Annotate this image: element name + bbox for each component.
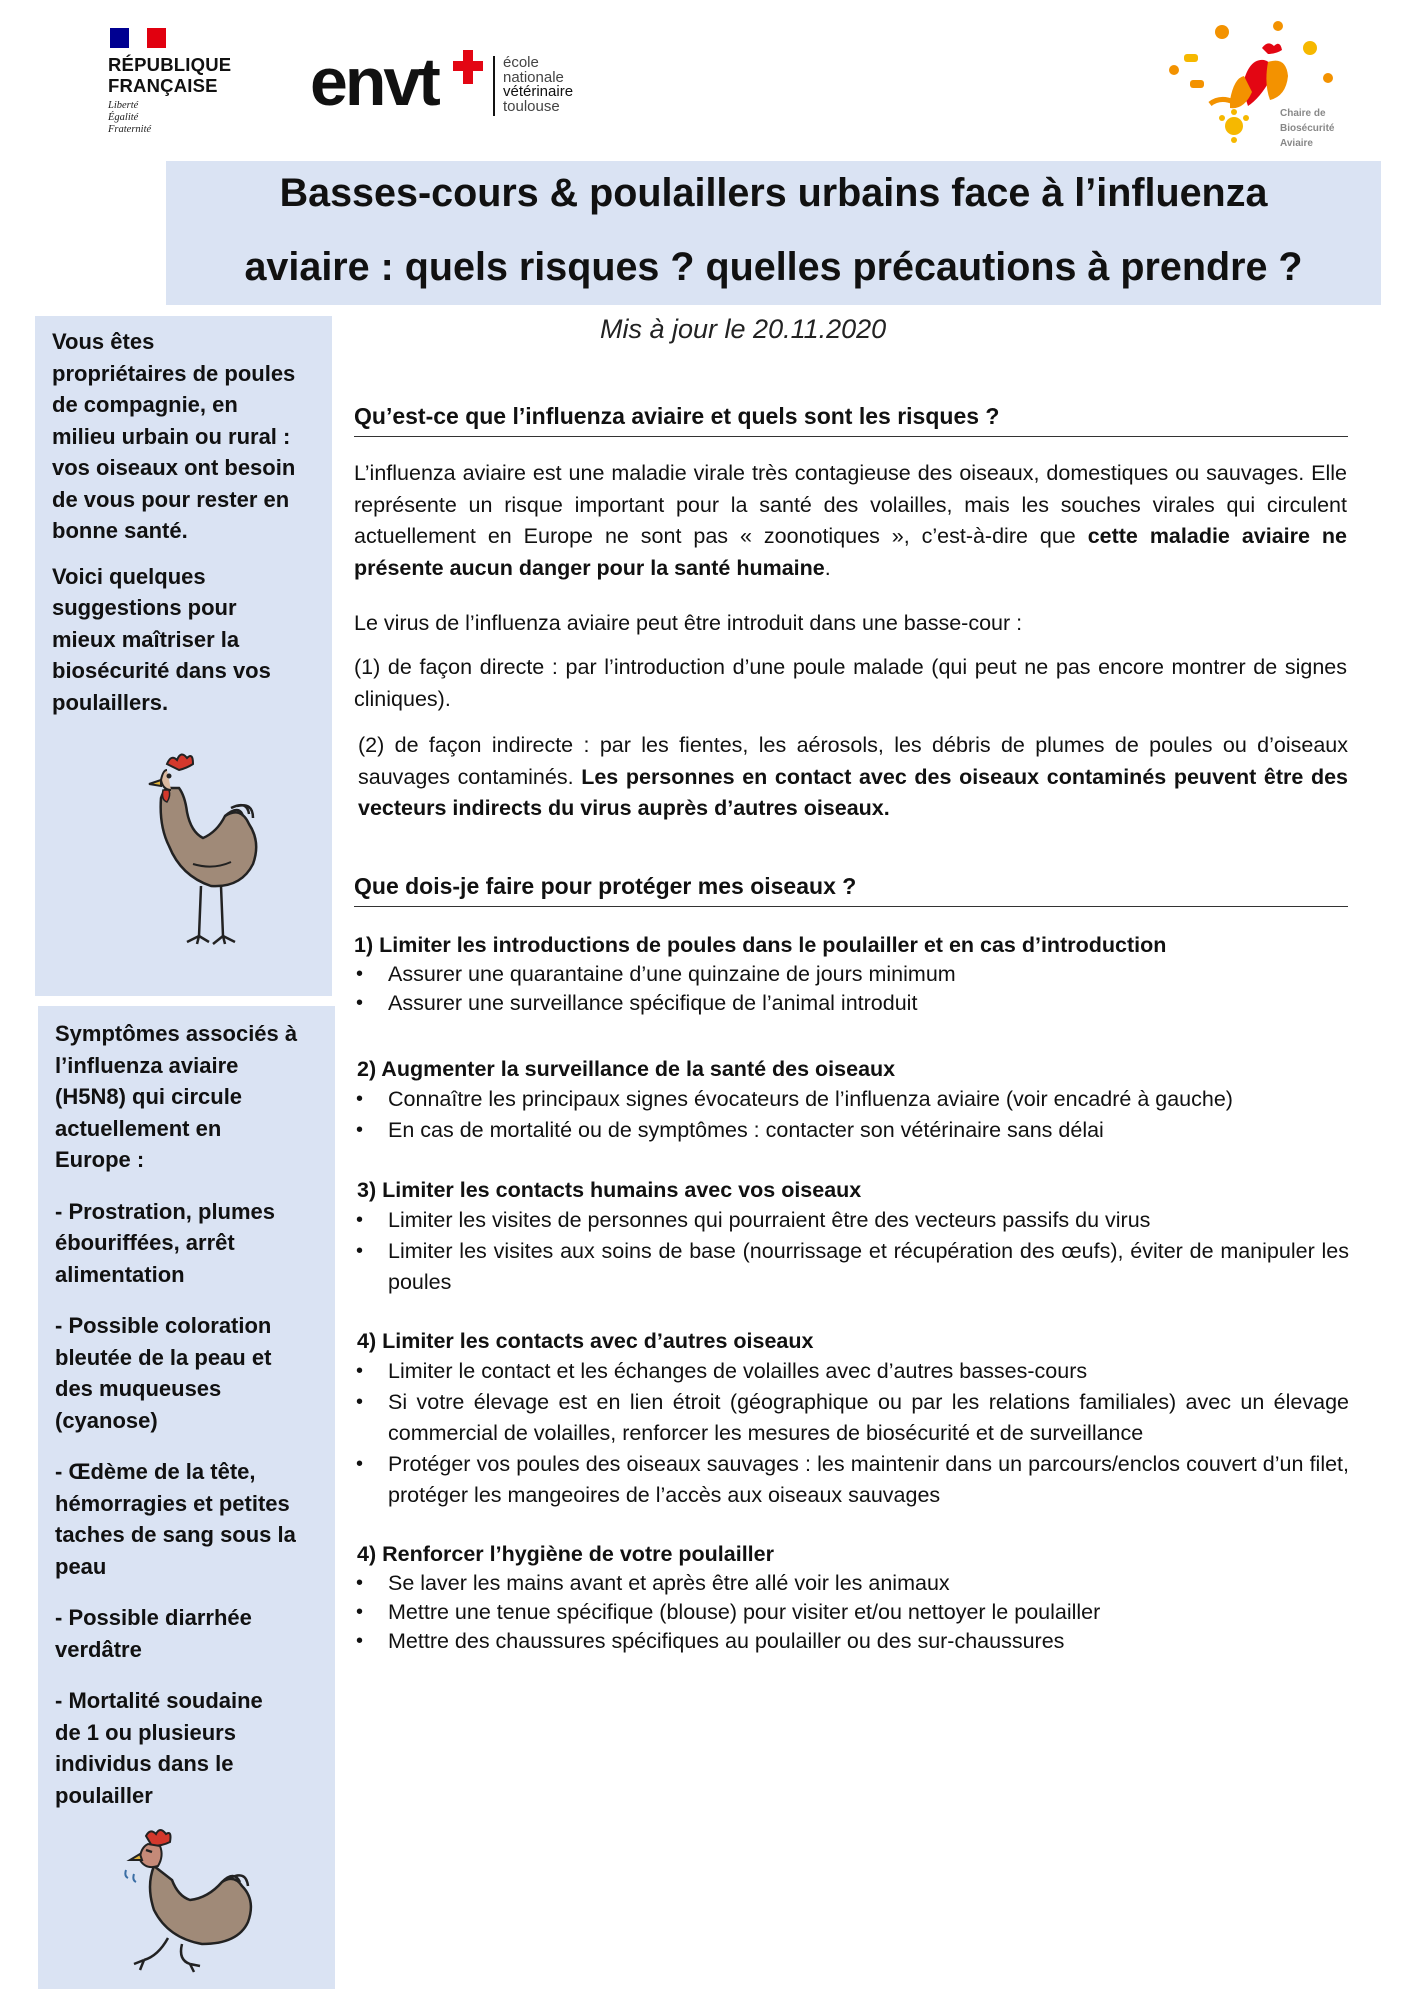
measure-list — [354, 1356, 1349, 1511]
envt-divider — [493, 56, 495, 116]
symptom-item: - Possible diarrhée verdâtre — [55, 1605, 252, 1662]
measure-list — [354, 1205, 1349, 1298]
measure-title: 1) Limiter les introductions de poules dans le poulailler et en cas d’introduction — [354, 933, 1167, 957]
symptom-item: - Prostration, plumes ébouriffées, arrêt alimentation — [55, 1198, 276, 1287]
list-item: • Si votre élevage est en lien étroit (géographique ou par les relations familiales) avec un élevage commercial de volailles, renforcer les mesures de biosécurité et de surveillance — [354, 1387, 1349, 1449]
direct-route-paragraph: (1) de façon directe : par l’introduction d’une poule malade (qui peut ne pas encore montrer de signes cliniques). — [354, 655, 1347, 711]
list-item: • Assurer une surveillance spécifique de l’animal introduit — [354, 989, 1349, 1018]
list-item: • Limiter le contact et les échanges de volailles avec d’autres basses-cours — [354, 1356, 1349, 1387]
list-item: • Limiter les visites de personnes qui pourraient être des vecteurs passifs du virus — [354, 1205, 1349, 1236]
symptom-item: - Mortalité soudaine de 1 ou plusieurs individus dans le poulailler — [55, 1688, 263, 1808]
sidebar-intro-box — [35, 316, 332, 996]
measure-block-introductions — [354, 931, 1349, 1018]
red-cross-icon — [453, 50, 483, 84]
measure-block-other-birds — [357, 1327, 1349, 1511]
list-item: • Protéger vos poules des oiseaux sauvages : les maintenir dans un parcours/enclos couvert d’un filet, protéger les mangeoires de l’accès aux oiseaux sauvages — [354, 1449, 1349, 1511]
standing-hen-illustration — [121, 746, 271, 966]
sick-hen-illustration — [98, 1826, 268, 1976]
french-flag-icon — [110, 28, 166, 48]
measure-title: 4) Limiter les contacts avec d’autres oiseaux — [357, 1329, 814, 1353]
virus-introduction-line: Le virus de l’influenza aviaire peut être introduit dans une basse-cour : — [354, 611, 1023, 635]
sidebar-intro-paragraph-1: Vous êtes propriétaires de poules de compagnie, en milieu urbain ou rural : vos oiseaux ont besoin de vous pour rester en bonne santé. — [52, 329, 296, 543]
intro-paragraph: L’influenza aviaire est une maladie virale très contagieuse des oiseaux, domestiques ou sauvages. Elle représente un risque important pour la santé des volailles, mais les souches virales qui circulent actuellement en Europe ne sont pas « zoonotiques », c’est-à-dire que cette maladie aviaire ne présente aucun danger pour la santé humaine. — [354, 461, 1347, 580]
list-item: • Mettre une tenue spécifique (blouse) pour visiter et/ou nettoyer le poulailler — [354, 1598, 1349, 1627]
section-heading-protection: Que dois-je faire pour protéger mes oiseaux ? — [354, 873, 1348, 907]
measure-list — [354, 960, 1349, 1018]
envt-wordmark: envt — [310, 44, 438, 120]
measure-title: 4) Renforcer l’hygiène de votre poulailler — [357, 1542, 774, 1566]
sidebar-intro-paragraph-2: Voici quelques suggestions pour mieux maîtriser la biosécurité dans vos poulaillers. — [52, 563, 271, 715]
list-item: • Se laver les mains avant et après être allé voir les animaux — [354, 1569, 1349, 1598]
measure-block-human-contacts — [357, 1176, 1349, 1298]
sidebar-symptoms-box — [38, 1006, 335, 1989]
chaire-text: Chaire de Biosécurité Aviaire — [1280, 108, 1335, 149]
rf-name: RÉPUBLIQUE FRANÇAISE — [108, 54, 232, 96]
list-item: • Limiter les visites aux soins de base (nourrissage et récupération des œufs), éviter de manipuler les poules — [354, 1236, 1349, 1298]
update-date: Mis à jour le 20.11.2020 — [600, 314, 887, 344]
symptoms-intro: Symptômes associés à l’influenza aviaire (H5N8) qui circule actuellement en Europe : — [55, 1021, 298, 1172]
measure-block-hygiene — [357, 1540, 1349, 1656]
envt-logo — [310, 44, 630, 125]
measure-title: 2) Augmenter la surveillance de la santé des oiseaux — [357, 1057, 896, 1081]
republique-francaise-logo — [108, 28, 248, 148]
measure-list — [354, 1569, 1349, 1656]
list-item: • Connaître les principaux signes évocateurs de l’influenza aviaire (voir encadré à gauche) — [354, 1084, 1349, 1115]
measure-block-surveillance — [357, 1055, 1349, 1146]
envt-tagline: école nationale vétérinaire toulouse — [503, 54, 574, 115]
section-heading-risks: Qu’est-ce que l’influenza aviaire et quels sont les risques ? — [354, 403, 1348, 437]
chaire-biosecurite-logo — [1160, 18, 1360, 153]
list-item: • En cas de mortalité ou de symptômes : contacter son vétérinaire sans délai — [354, 1115, 1349, 1146]
title-line-2: aviaire : quels risques ? quelles précautions à prendre ? — [244, 245, 1303, 289]
indirect-route-paragraph: (2) de façon indirecte : par les fientes, les aérosols, les débris de plumes de poules ou d’oiseaux sauvages contaminés. Les personnes en contact avec des oiseaux contaminés peuvent être des vecteurs indirects du virus auprès d’autres oiseaux. — [358, 733, 1348, 820]
sidebar-symptoms-text — [55, 1018, 330, 1825]
symptom-item: - Possible coloration bleutée de la peau et des muqueuses (cyanose) — [55, 1313, 272, 1433]
measure-list — [354, 1084, 1349, 1146]
title-banner — [166, 161, 1381, 305]
sidebar-intro-text — [52, 326, 327, 732]
title-line-1: Basses-cours & poulaillers urbains face à l’influenza — [279, 171, 1268, 215]
list-item: • Mettre des chaussures spécifiques au poulailler ou des sur-chaussures — [354, 1627, 1349, 1656]
rf-motto: Liberté Égalité Fraternité — [108, 100, 152, 135]
symptom-item: - Œdème de la tête, hémorragies et petites taches de sang sous la peau — [55, 1459, 296, 1579]
measure-title: 3) Limiter les contacts humains avec vos oiseaux — [357, 1178, 862, 1202]
list-item: • Assurer une quarantaine d’une quinzaine de jours minimum — [354, 960, 1349, 989]
